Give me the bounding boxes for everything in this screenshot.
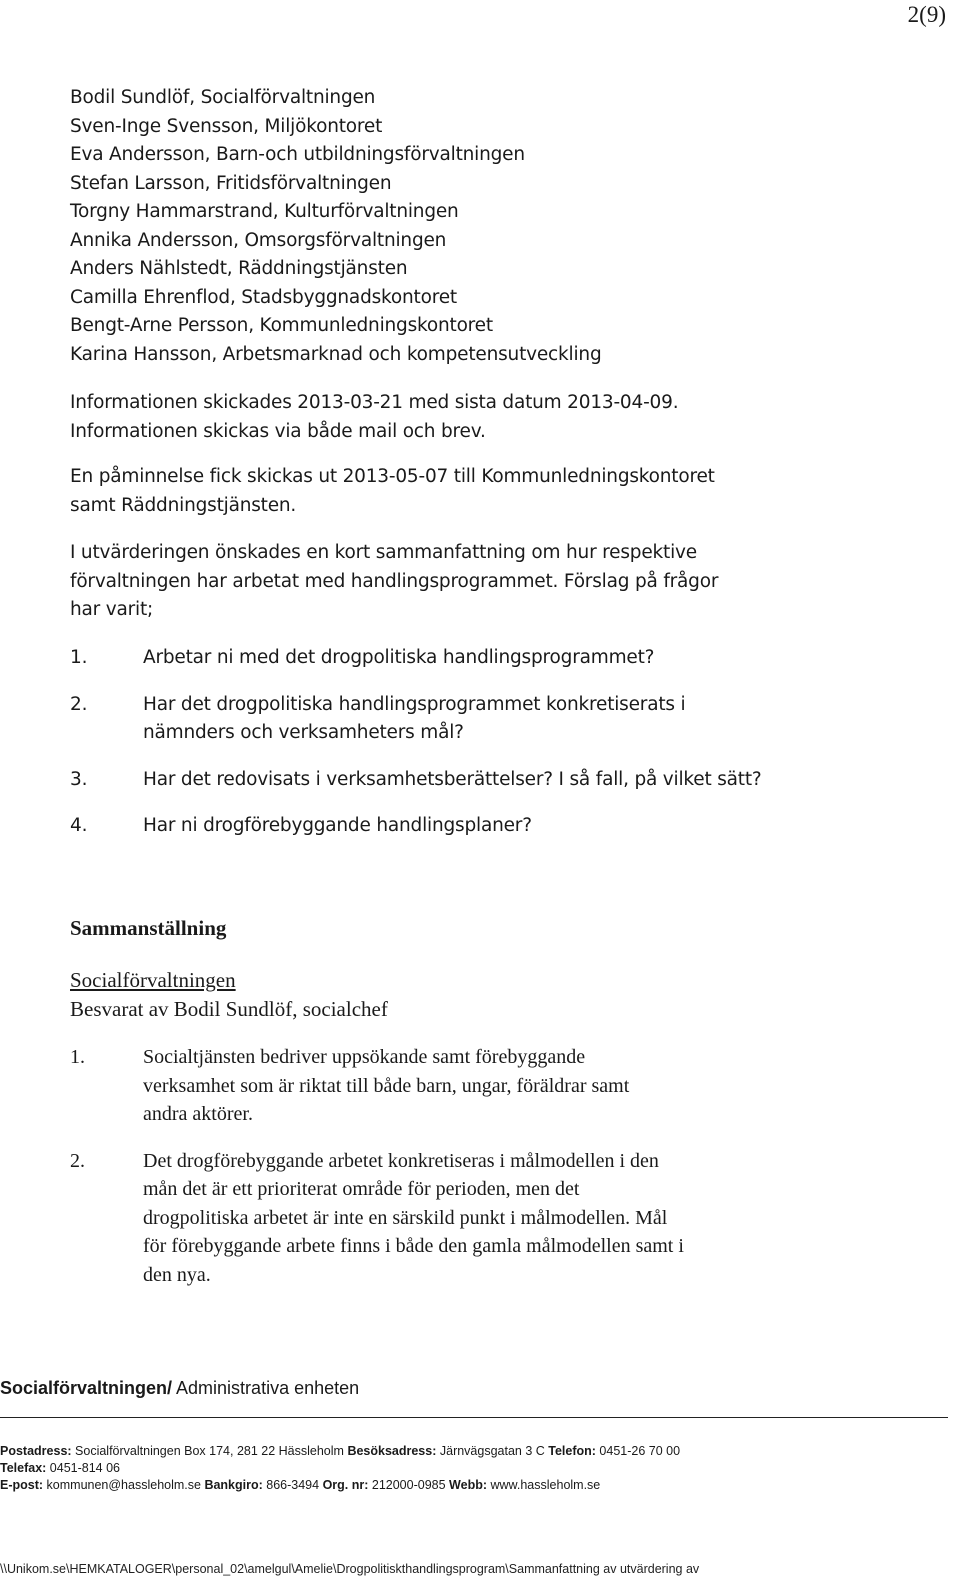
answer-text: Det drogförebyggande arbetet konkretiseras i målmodellen i den — [143, 1149, 659, 1172]
footer-organization — [0, 1378, 359, 1399]
answer-text: den nya. — [143, 1263, 211, 1286]
recipient-list — [70, 84, 601, 369]
answer-text: mån det är ett prioriterat område för perioden, men det — [143, 1178, 580, 1200]
besoksadress-label: Besöksadress: — [347, 1444, 437, 1458]
answer-number: 1. — [70, 1046, 85, 1068]
question-number: 1. — [70, 647, 88, 668]
recipient-line: Karina Hansson, Arbetsmarknad och kompetensutveckling — [70, 343, 602, 365]
answer-text: verksamhet som är riktat till både barn, ungar, föräldrar samt — [143, 1074, 630, 1097]
recipient-line: Annika Andersson, Omsorgsförvaltningen — [70, 229, 447, 251]
postadress-label: Postadress: — [0, 1444, 72, 1458]
besoksadress-value: Järnvägsgatan 3 C — [436, 1444, 549, 1458]
answered-by: Besvarat av Bodil Sundlöf, socialchef — [70, 997, 388, 1021]
question-item — [70, 812, 890, 841]
recipient-line: Torgny Hammarstrand, Kulturförvaltningen — [70, 201, 459, 222]
question-number: 3. — [70, 768, 88, 790]
recipient-line: Bodil Sundlöf, Socialförvaltningen — [70, 87, 376, 108]
question-text: Har det redovisats i verksamhetsberättelser? I så fall, på vilket sätt? — [143, 768, 762, 790]
answer-text: drogpolitiska arbetet är inte en särskild punkt i målmodellen. Mål — [143, 1206, 668, 1229]
bankgiro-value: 866-3494 — [262, 1478, 323, 1492]
recipient-line: Camilla Ehrenflod, Stadsbyggnadskontoret — [70, 286, 457, 308]
epost-link[interactable]: kommunen@hassleholm.se — [43, 1478, 205, 1492]
footer-address-line — [0, 1443, 680, 1460]
answer-list — [70, 1043, 890, 1289]
info-paragraph — [70, 389, 678, 446]
answer-number: 2. — [70, 1149, 85, 1172]
question-text: Har ni drogförebyggande handlingsplaner? — [143, 815, 532, 836]
epost-label: E-post: — [0, 1478, 44, 1492]
recipient-line: Anders Nählstedt, Räddningstjänsten — [70, 258, 408, 279]
footer-web-line — [0, 1477, 680, 1494]
answer-item — [70, 1043, 890, 1129]
reminder-line: En påminnelse fick skickas ut 2013-05-07 till Kommunledningskontoret — [70, 466, 715, 487]
question-number: 2. — [70, 693, 88, 715]
webb-link[interactable]: www.hassleholm.se — [487, 1478, 601, 1492]
question-item — [70, 691, 890, 748]
page-number: 2(9) — [907, 2, 946, 27]
info-line: Informationen skickades 2013-03-21 med sista datum 2013-04-09. — [70, 392, 679, 413]
question-text: nämnders och verksamheters mål? — [143, 722, 464, 743]
footer-divider — [0, 1417, 948, 1418]
question-number: 4. — [70, 815, 88, 836]
footer-contact-info — [0, 1443, 680, 1494]
bankgiro-label: Bankgiro: — [204, 1478, 263, 1492]
postadress-value: Socialförvaltningen Box 174, 281 22 Hässleholm — [71, 1444, 348, 1458]
department-name: Socialförvaltningen — [70, 968, 236, 992]
orgnr-label: Org. nr: — [322, 1478, 369, 1492]
reminder-paragraph — [70, 463, 715, 520]
evaluation-paragraph — [70, 539, 718, 625]
telefax-value: 0451-814 06 — [46, 1461, 121, 1475]
file-path: \\Unikom.se\HEMKATALOGER\personal_02\amelgul\Amelie\Drogpolitiskthandlingsprogram\Sammanfattning av utvärdering av — [0, 1562, 700, 1576]
question-list — [70, 644, 890, 841]
section-heading: Sammanställning — [70, 916, 227, 940]
telefax-label: Telefax: — [0, 1461, 47, 1475]
orgnr-value: 212000-0985 — [368, 1478, 450, 1492]
telefon-label: Telefon: — [548, 1444, 596, 1458]
answer-text: Socialtjänsten bedriver uppsökande samt förebyggande — [143, 1046, 586, 1068]
answer-item — [70, 1147, 890, 1290]
footer-org-unit: Administrativa enheten — [172, 1378, 360, 1398]
reminder-line: samt Räddningstjänsten. — [70, 494, 297, 516]
answer-text: andra aktörer. — [143, 1103, 253, 1125]
info-line: Informationen skickas via både mail och brev. — [70, 420, 486, 442]
footer-org-name: Socialförvaltningen/ — [0, 1378, 173, 1398]
footer-fax-line — [0, 1460, 680, 1477]
question-item — [70, 644, 890, 673]
question-text: Arbetar ni med det drogpolitiska handlingsprogrammet? — [143, 647, 655, 668]
evaluation-line: har varit; — [70, 599, 154, 620]
evaluation-line: I utvärderingen önskades en kort sammanfattning om hur respektive — [70, 542, 697, 563]
evaluation-line: förvaltningen har arbetat med handlingsprogrammet. Förslag på frågor — [70, 570, 719, 592]
webb-label: Webb: — [449, 1478, 488, 1492]
recipient-line: Sven-Inge Svensson, Miljökontoret — [70, 115, 383, 137]
recipient-line: Bengt-Arne Persson, Kommunledningskontoret — [70, 315, 493, 336]
question-text: Har det drogpolitiska handlingsprogrammet konkretiserats i — [143, 693, 686, 715]
recipient-line: Stefan Larsson, Fritidsförvaltningen — [70, 172, 392, 194]
answer-text: för förebyggande arbete finns i både den gamla målmodellen samt i — [143, 1235, 684, 1257]
recipient-line: Eva Andersson, Barn-och utbildningsförvaltningen — [70, 144, 525, 165]
telefon-value: 0451-26 70 00 — [595, 1444, 681, 1458]
question-item — [70, 766, 890, 795]
